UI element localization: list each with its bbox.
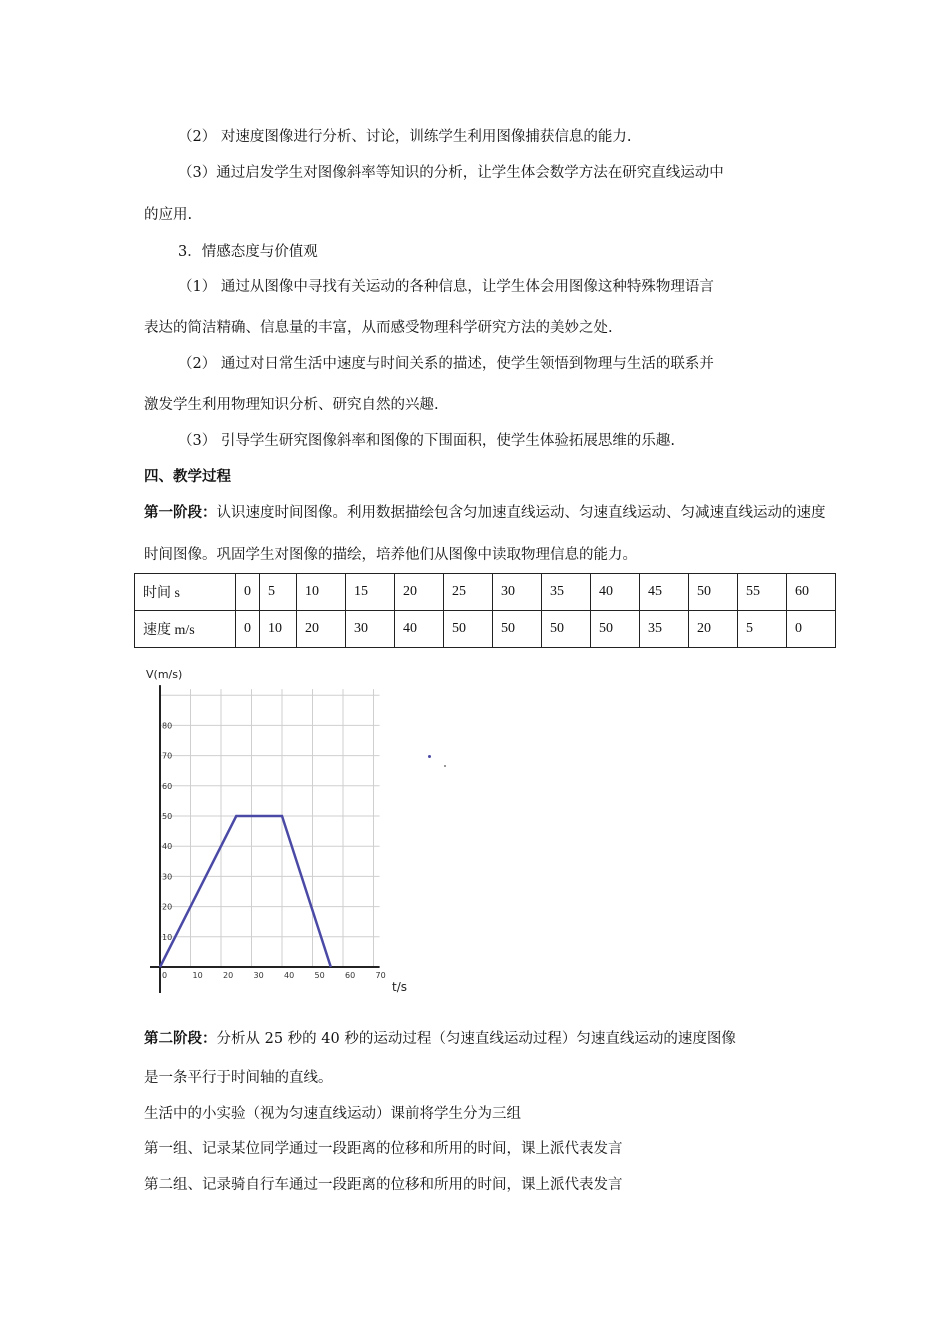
velocity-series-line bbox=[160, 816, 331, 967]
stray-dot bbox=[428, 755, 431, 758]
table-cell: 15 bbox=[346, 574, 395, 611]
section-title-emotion: 3．情感态度与价值观 bbox=[178, 244, 318, 260]
y-tick-label: 70 bbox=[162, 751, 173, 761]
table-cell: 40 bbox=[395, 611, 444, 648]
table-row bbox=[135, 574, 836, 611]
heading-teaching-process: 四、教学过程 bbox=[144, 468, 231, 485]
table-cell: 50 bbox=[689, 574, 738, 611]
y-tick-label: 60 bbox=[162, 781, 173, 791]
table-cell: 10 bbox=[260, 611, 297, 648]
x-tick-label: 60 bbox=[345, 971, 356, 980]
group-two: 第二组、记录骑自行车通过一段距离的位移和所用的时间，课上派代表发言 bbox=[144, 1177, 623, 1193]
table-cell: 55 bbox=[738, 574, 787, 611]
x-axis-label: t/s bbox=[392, 980, 407, 994]
table-cell: 0 bbox=[787, 611, 836, 648]
para-emotion-1: （1） 通过从图像中寻找有关运动的各种信息，让学生体会用图像这种特殊物理语言 bbox=[178, 279, 714, 295]
table-cell: 35 bbox=[640, 611, 689, 648]
table-cell: 50 bbox=[591, 611, 640, 648]
para-emotion-2: （2） 通过对日常生活中速度与时间关系的描述，使学生领悟到物理与生活的联系并 bbox=[178, 356, 714, 372]
stage-two-text: 分析从 25 秒的 40 秒的运动过程（匀速直线运动过程）匀速直线运动的速度图像 bbox=[216, 1031, 736, 1047]
x-tick-label: 0 bbox=[162, 971, 168, 980]
table-cell: 25 bbox=[444, 574, 493, 611]
para-objective-3: （3）通过启发学生对图像斜率等知识的分析，让学生体会数学方法在研究直线运动中 bbox=[178, 165, 724, 181]
x-tick-label: 50 bbox=[314, 971, 325, 980]
y-tick-label: 50 bbox=[162, 812, 173, 821]
y-tick-label: 40 bbox=[162, 842, 173, 852]
para-objective-3-cont: 的应用. bbox=[144, 207, 193, 223]
velocity-time-chart bbox=[130, 660, 430, 1000]
data-table bbox=[134, 573, 836, 648]
x-tick-label: 70 bbox=[375, 971, 386, 980]
table-cell: 50 bbox=[542, 611, 591, 648]
stage-two-line bbox=[144, 1029, 736, 1049]
para-emotion-3: （3） 引导学生研究图像斜率和图像的下围面积，使学生体验拓展思维的乐趣. bbox=[178, 433, 675, 449]
table-cell: 20 bbox=[297, 611, 346, 648]
stage-two-cont: 是一条平行于时间轴的直线。 bbox=[144, 1070, 333, 1086]
table-header-time: 时间 s bbox=[135, 574, 236, 611]
stage-one-cont: 时间图像。巩固学生对图像的描绘，培养他们从图像中读取物理信息的能力。 bbox=[144, 547, 637, 563]
y-tick-label: 30 bbox=[162, 872, 173, 882]
x-tick-label: 10 bbox=[192, 971, 203, 980]
table-cell: 40 bbox=[591, 574, 640, 611]
table-cell: 60 bbox=[787, 574, 836, 611]
experiment-intro: 生活中的小实验（视为匀速直线运动）课前将学生分为三组 bbox=[144, 1106, 521, 1122]
stray-dot bbox=[444, 765, 446, 767]
stage-one-line bbox=[144, 503, 826, 523]
table-cell: 5 bbox=[260, 574, 297, 611]
table-cell: 30 bbox=[346, 611, 395, 648]
table-cell: 20 bbox=[689, 611, 738, 648]
x-tick-label: 40 bbox=[284, 971, 295, 980]
group-one: 第一组、记录某位同学通过一段距离的位移和所用的时间，课上派代表发言 bbox=[144, 1141, 623, 1157]
y-tick-label: 10 bbox=[162, 932, 173, 942]
table-cell: 35 bbox=[542, 574, 591, 611]
y-tick-label: 80 bbox=[162, 721, 173, 731]
table-cell: 20 bbox=[395, 574, 444, 611]
x-tick-label: 30 bbox=[253, 971, 264, 980]
y-axis-label: V(m/s) bbox=[146, 668, 183, 681]
stage-one-label: 第一阶段： bbox=[144, 504, 217, 521]
para-emotion-2-cont: 激发学生利用物理知识分析、研究自然的兴趣. bbox=[144, 397, 439, 413]
table-header-speed: 速度 m/s bbox=[135, 611, 236, 648]
table-cell: 0 bbox=[236, 611, 260, 648]
table-cell: 5 bbox=[738, 611, 787, 648]
table-cell: 10 bbox=[297, 574, 346, 611]
stage-two-label: 第二阶段： bbox=[144, 1030, 217, 1047]
velocity-time-chart-svg bbox=[130, 660, 430, 1000]
stage-one-text: 认识速度时间图像。利用数据描绘包含匀加速直线运动、匀速直线运动、匀减速直线运动的速度 bbox=[216, 505, 826, 521]
para-objective-2: （2） 对速度图像进行分析、讨论，训练学生利用图像捕获信息的能力. bbox=[178, 129, 632, 145]
table-cell: 30 bbox=[493, 574, 542, 611]
table-cell: 45 bbox=[640, 574, 689, 611]
table-cell: 50 bbox=[444, 611, 493, 648]
para-emotion-1-cont: 表达的简洁精确、信息量的丰富，从而感受物理科学研究方法的美妙之处. bbox=[144, 320, 613, 336]
y-tick-label: 20 bbox=[162, 902, 173, 912]
table-cell: 0 bbox=[236, 574, 260, 611]
x-tick-label: 20 bbox=[223, 971, 234, 980]
table-row bbox=[135, 611, 836, 648]
table-cell: 50 bbox=[493, 611, 542, 648]
